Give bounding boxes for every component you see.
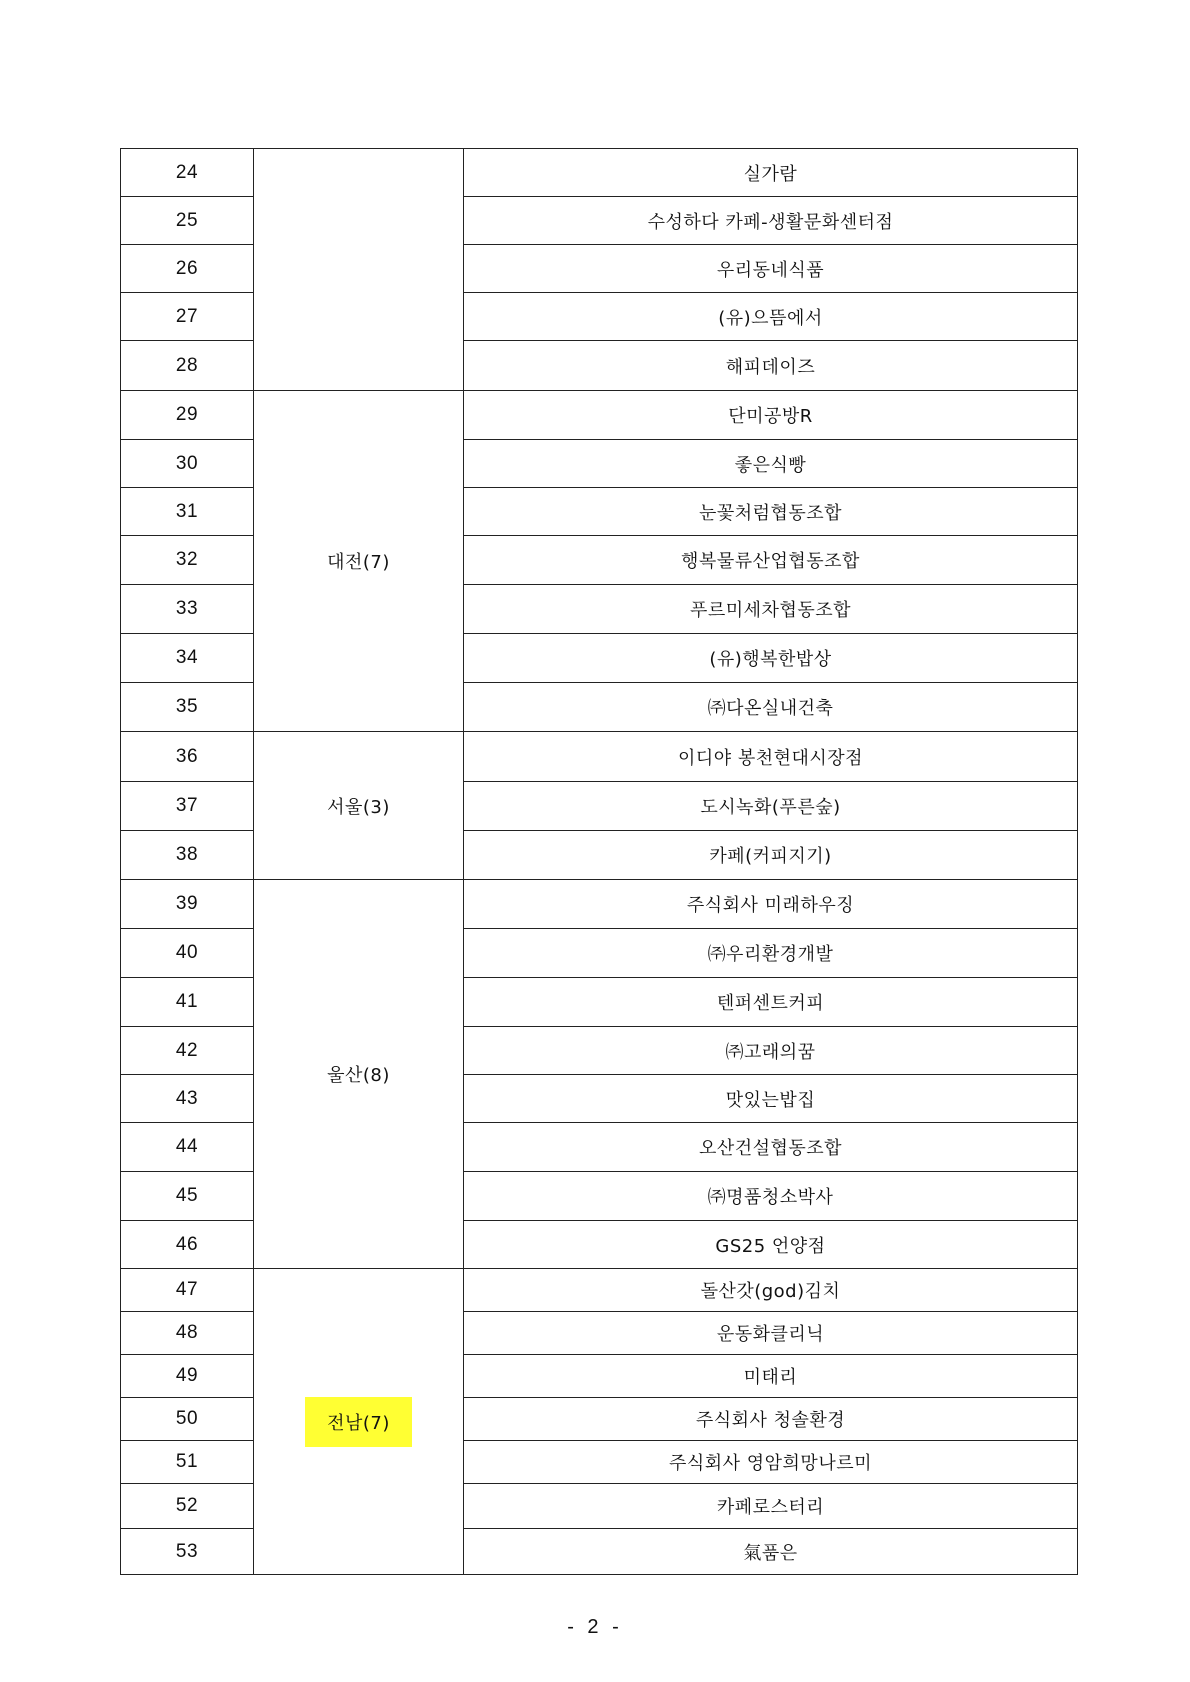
- business-name: 카페(커피지기): [464, 831, 1078, 880]
- business-name: 주식회사 미래하우징: [464, 880, 1078, 929]
- row-number: 51: [121, 1441, 254, 1484]
- page-number: - 2 -: [567, 1616, 623, 1638]
- business-name: 수성하다 카페-생활문화센터점: [464, 197, 1078, 245]
- table-row: [121, 149, 1078, 197]
- row-number: 44: [121, 1123, 254, 1172]
- row-number: 53: [121, 1529, 254, 1575]
- business-name: GS25 언양점: [464, 1221, 1078, 1269]
- business-name: 운동화클리닉: [464, 1312, 1078, 1355]
- region-cell-seoul: 서울(3): [254, 732, 464, 880]
- row-number: 45: [121, 1172, 254, 1221]
- row-number: 42: [121, 1027, 254, 1075]
- row-number: 36: [121, 732, 254, 782]
- region-cell-ulsan: 울산(8): [254, 880, 464, 1269]
- business-name: (유)으뜸에서: [464, 293, 1078, 341]
- table-row: [121, 880, 1078, 929]
- business-name: 주식회사 청솔환경: [464, 1398, 1078, 1441]
- business-name: (유)행복한밥상: [464, 634, 1078, 683]
- row-number: 43: [121, 1075, 254, 1123]
- row-number: 46: [121, 1221, 254, 1269]
- business-name: ㈜고래의꿈: [464, 1027, 1078, 1075]
- business-name: 돌산갓(god)김치: [464, 1269, 1078, 1312]
- business-table: [120, 148, 1078, 1575]
- row-number: 40: [121, 929, 254, 978]
- row-number: 28: [121, 341, 254, 391]
- business-name: ㈜우리환경개발: [464, 929, 1078, 978]
- business-name: 좋은식빵: [464, 440, 1078, 488]
- row-number: 33: [121, 585, 254, 634]
- row-number: 25: [121, 197, 254, 245]
- row-number: 41: [121, 978, 254, 1027]
- row-number: 37: [121, 782, 254, 831]
- table-row: [121, 1269, 1078, 1312]
- business-name: 실가람: [464, 149, 1078, 197]
- business-name: 눈꽃처럼협동조합: [464, 488, 1078, 536]
- row-number: 49: [121, 1355, 254, 1398]
- business-name: 해피데이즈: [464, 341, 1078, 391]
- row-number: 27: [121, 293, 254, 341]
- business-name: 이디야 봉천현대시장점: [464, 732, 1078, 782]
- business-name: 오산건설협동조합: [464, 1123, 1078, 1172]
- business-name: 주식회사 영암희망나르미: [464, 1441, 1078, 1484]
- business-name: 텐퍼센트커피: [464, 978, 1078, 1027]
- row-number: 24: [121, 149, 254, 197]
- business-name: 우리동네식품: [464, 245, 1078, 293]
- table-row: [121, 732, 1078, 782]
- row-number: 30: [121, 440, 254, 488]
- row-number: 48: [121, 1312, 254, 1355]
- row-number: 35: [121, 683, 254, 732]
- business-name: 맛있는밥집: [464, 1075, 1078, 1123]
- row-number: 50: [121, 1398, 254, 1441]
- row-number: 38: [121, 831, 254, 880]
- row-number: 29: [121, 391, 254, 440]
- business-table-container: [120, 148, 1077, 1575]
- business-name: 도시녹화(푸른숲): [464, 782, 1078, 831]
- row-number: 31: [121, 488, 254, 536]
- region-cell-daejeon: 대전(7): [254, 391, 464, 732]
- business-name: 푸르미세차협동조합: [464, 585, 1078, 634]
- highlighted-region-label: 전남(7): [305, 1397, 412, 1447]
- region-cell-jeonnam: [254, 1269, 464, 1575]
- row-number: 26: [121, 245, 254, 293]
- business-name: ㈜명품청소박사: [464, 1172, 1078, 1221]
- row-number: 34: [121, 634, 254, 683]
- business-name: 미태리: [464, 1355, 1078, 1398]
- row-number: 32: [121, 536, 254, 585]
- region-cell: [254, 149, 464, 391]
- business-name: 카페로스터리: [464, 1484, 1078, 1529]
- business-name: 氣품은: [464, 1529, 1078, 1575]
- row-number: 47: [121, 1269, 254, 1312]
- row-number: 39: [121, 880, 254, 929]
- business-name: 단미공방R: [464, 391, 1078, 440]
- table-row: [121, 391, 1078, 440]
- row-number: 52: [121, 1484, 254, 1529]
- business-name: 행복물류산업협동조합: [464, 536, 1078, 585]
- business-name: ㈜다온실내건축: [464, 683, 1078, 732]
